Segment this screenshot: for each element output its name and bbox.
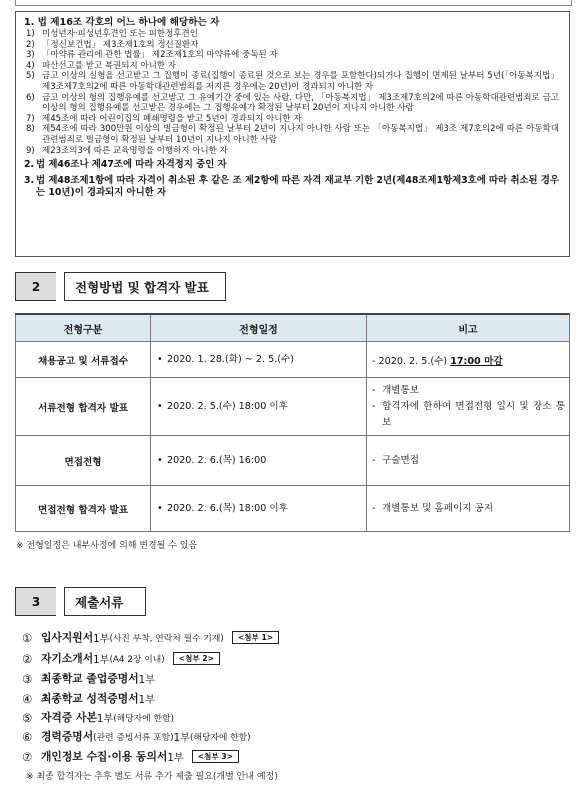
previous-box-bottom bbox=[15, 0, 572, 6]
disqualification-box bbox=[15, 11, 570, 257]
remark-cell: - 구술면접 bbox=[367, 436, 570, 486]
section-title: 제출서류 bbox=[64, 587, 146, 616]
doc-item-transcript: ④ 최종학교 성적증명서 1부 bbox=[22, 691, 155, 706]
list-item: 2) 「정신보건법」 제3조제1호의 정신질환자 bbox=[26, 39, 199, 50]
stage-cell: 면접전형 bbox=[16, 436, 151, 486]
disqualification-list bbox=[24, 29, 559, 156]
list-item: 7) 제45조에 따라 어린이집의 폐쇄명령을 받고 5년이 경과되지 아니한 자 bbox=[26, 113, 302, 124]
documents-footnote: ※ 최종 합격자는 추후 별도 서류 추가 제출 필요(개별 안내 예정) bbox=[26, 772, 278, 782]
table-row bbox=[16, 486, 570, 532]
table-row bbox=[16, 342, 570, 378]
doc-item-license-copy: ⑤ 자격증 사본 1부 (해당자에 한함) bbox=[22, 710, 174, 725]
doc-item-career-certificate: ⑥ 경력증명서 (관련 증빙서류 포함) 1부 (해당자에 한함) bbox=[22, 729, 251, 744]
doc-item-privacy-consent: ⑦ 개인정보 수집·이용 동의서 1부 <첨부 3> bbox=[22, 749, 239, 764]
date-cell: • 2020. 2. 6.(목) 18:00 이후 bbox=[151, 486, 367, 532]
doc-item-graduation-certificate: ③ 최종학교 졸업증명서 1부 bbox=[22, 671, 155, 686]
remark-cell: - 2020. 2. 5.(수) 17:00 마감 bbox=[367, 342, 570, 378]
disqualification-item-3: 3. 법 제48조제1항에 따라 자격이 취소된 후 같은 조 제2항에 따른 자격 재교부 기한 2년(제48조제1항제3호에 따라 취소된 경우는 10년)이 경과되지 아니한 자 bbox=[24, 174, 559, 199]
table-header-row bbox=[16, 314, 570, 342]
date-cell: • 2020. 2. 6.(목) 16:00 bbox=[151, 436, 367, 486]
stage-cell: 면접전형 합격자 발표 bbox=[16, 486, 151, 532]
disqualification-item-2: 2. 법 제46조나 제47조에 따라 자격정지 중인 자 bbox=[24, 159, 227, 171]
section-number: 3 bbox=[15, 587, 56, 616]
section-2-header bbox=[15, 272, 226, 301]
doc-item-application: ① 입사지원서 1부 (사진 부착, 연락처 필수 기재) <첨부 1> bbox=[22, 630, 279, 645]
section-number: 2 bbox=[15, 272, 56, 301]
date-cell: • 2020. 2. 5.(수) 18:00 이후 bbox=[151, 378, 367, 436]
list-item: 9) 제23조의3에 따른 교육명령을 이행하지 아니한 자 bbox=[26, 145, 228, 156]
table-row bbox=[16, 378, 570, 436]
list-item: 4) 파산선고를 받고 복권되지 아니한 자 bbox=[26, 60, 176, 71]
list-item: 8) 제54조에 따라 300만원 이상의 벌금형이 확정된 날부터 2년이 지나지 아니한 사람 또는 「아동복지법」 제3조 제7호의2에 따른 아동학대관련범죄로 벌금형이 확정된 날부터 10년이 지나지 아니한 사람 bbox=[26, 124, 559, 145]
attachment-badge[interactable]: <첨부 3> bbox=[192, 750, 239, 763]
stage-cell: 채용공고 및 서류접수 bbox=[16, 342, 151, 378]
list-item: 1) 미성년자·피성년후견인 또는 피한정후견인 bbox=[26, 29, 198, 39]
section-title: 전형방법 및 합격자 발표 bbox=[64, 272, 226, 301]
disqualification-heading: 1. 법 제16조 각호의 어느 하나에 해당하는 자 bbox=[24, 17, 220, 28]
schedule-table bbox=[15, 313, 570, 532]
date-cell: • 2020. 1. 28.(화) ~ 2. 5.(수) bbox=[151, 342, 367, 378]
column-header-stage: 전형구분 bbox=[16, 314, 151, 342]
stage-cell: 서류전형 합격자 발표 bbox=[16, 378, 151, 436]
schedule-footnote: ※ 전형일정은 내부사정에 의해 변경될 수 있음 bbox=[16, 541, 198, 551]
remark-cell: - 개별통보 - 합격자에 한하여 면접전형 일시 및 장소 통보 bbox=[367, 378, 570, 436]
deadline-text: 17:00 마감 bbox=[450, 355, 503, 367]
remark-cell: - 개별통보 및 홈페이지 공지 bbox=[367, 486, 570, 532]
attachment-badge[interactable]: <첨부 2> bbox=[173, 652, 220, 665]
section-3-header bbox=[15, 587, 146, 616]
attachment-badge[interactable]: <첨부 1> bbox=[232, 631, 279, 644]
table-row bbox=[16, 436, 570, 486]
column-header-schedule: 전형일정 bbox=[151, 314, 367, 342]
column-header-remarks: 비고 bbox=[367, 314, 570, 342]
list-item: 5) 금고 이상의 실형을 선고받고 그 집행이 종료(집행이 종료된 것으로 보는 경우를 포함한다)되거나 집행이 면제된 날부터 5년(「아동복지법」 제3조제7호의2에 따른 아동학대관련범죄를 저지른 경우에는 20년)이 경과되지 아니한 자 bbox=[26, 71, 559, 92]
list-item: 3) 「마약류 관리에 관한 법률」 제2조제1호의 마약류에 중독된 자 bbox=[26, 50, 278, 61]
doc-item-self-introduction: ② 자기소개서 1부 (A4 2장 이내) <첨부 2> bbox=[22, 651, 220, 666]
list-item: 6) 금고 이상의 형의 집행유예를 선고받고 그 유예기간 중에 있는 사람. 다만, 「아동복지법」 제3조제7호의2에 따른 아동학대관련범죄로 금고 이상의 형의 집행유예를 선고받은 경우에는 그 집행유예가 확정된 날부터 20년이 지나지 아니한 사람 bbox=[26, 92, 559, 114]
